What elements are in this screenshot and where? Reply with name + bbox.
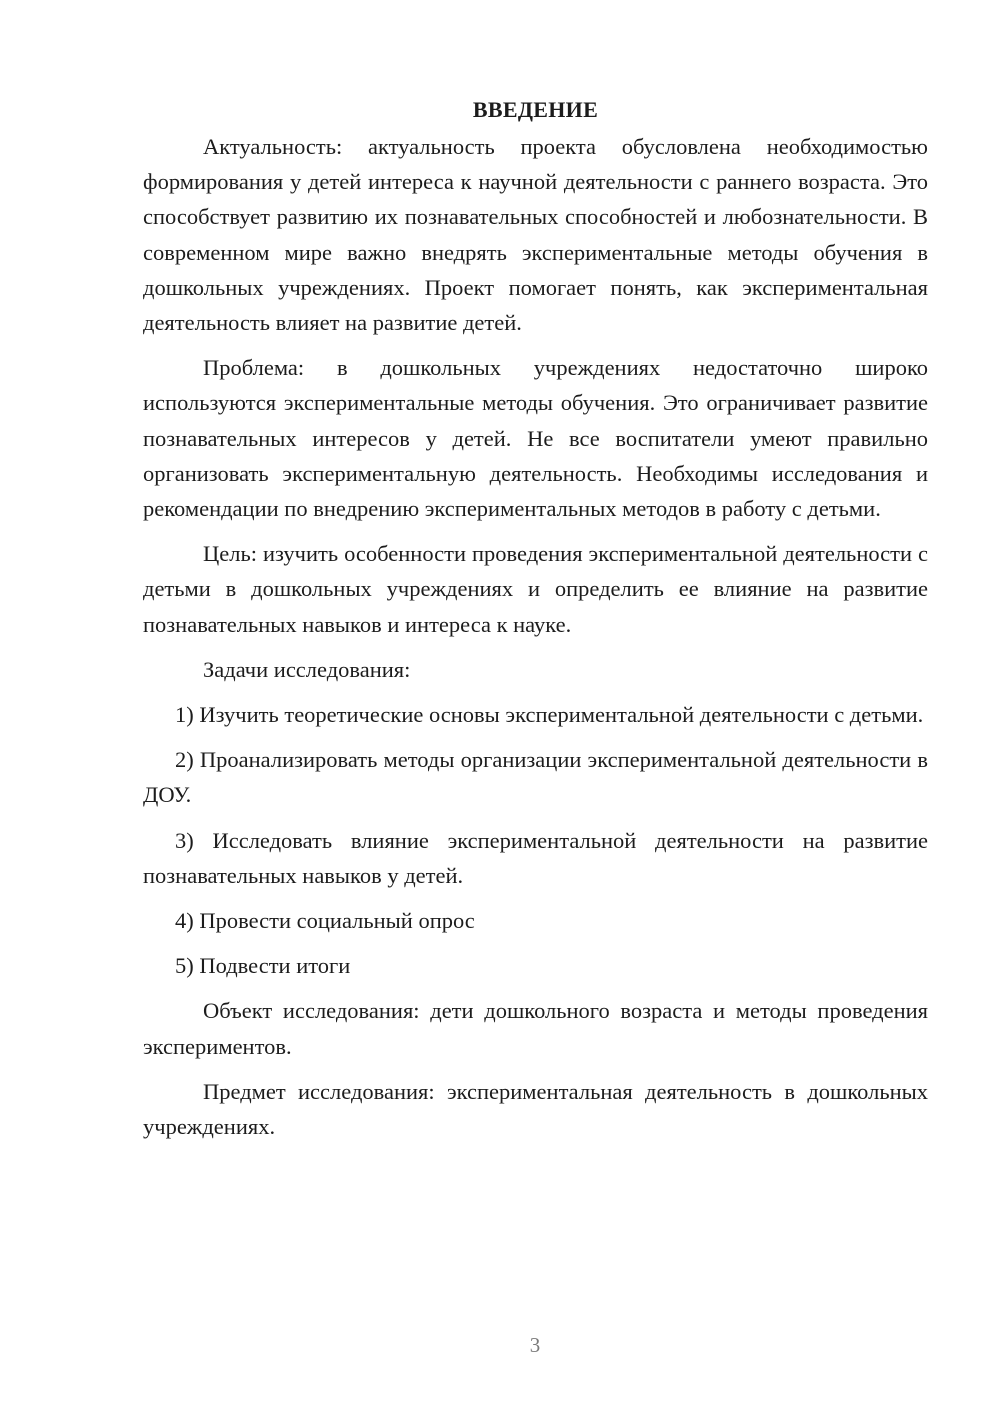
page-heading: ВВЕДЕНИЕ <box>472 97 599 122</box>
paragraph-subject: Предмет исследования: экспериментальная деятельность в дошкольных учреждениях. <box>143 1078 928 1140</box>
paragraph-relevance: Актуальность: актуальность проекта обусловлена необходимостью формирования у детей интереса к научной деятельности с раннего возраста. Это способствует развитию их познавательных способностей и любознательности. В современном мире важно внедрять экспериментальные методы обучения в дошкольных учреждениях. Проект помогает понять, как экспериментальная деятельность влияет на развитие детей. <box>143 134 928 336</box>
tasks-title: Задачи исследования: <box>203 656 411 682</box>
task-item-3: 3) Исследовать влияние экспериментальной деятельности на развитие познавательных навыков у детей. <box>143 827 928 888</box>
task-item-4: 4) Провести социальный опрос <box>175 908 475 934</box>
document-page <box>143 92 928 1144</box>
task-item-5: 5) Подвести итоги <box>175 953 351 979</box>
paragraph-problem: Проблема: в дошкольных учреждениях недостаточно широко используются экспериментальные методы обучения. Это ограничивает развитие познавательных интересов у детей. Не все воспитатели умеют правильно организовать экспериментальную деятельность. Необходимы исследования и рекомендации по внедрению экспериментальных методов в работу с детьми. <box>143 355 928 522</box>
page-number: 3 <box>529 1333 541 1357</box>
task-item-1: 1) Изучить теоретические основы экспериментальной деятельности с детьми. <box>175 702 924 728</box>
paragraph-object: Объект исследования: дети дошкольного возраста и методы проведения экспериментов. <box>143 998 928 1059</box>
paragraph-goal: Цель: изучить особенности проведения экспериментальной деятельности с детьми в дошкольных учреждениях и определить ее влияние на развитие познавательных навыков и интереса к науке. <box>143 541 928 637</box>
task-item-2: 2) Проанализировать методы организации экспериментальной деятельности в ДОУ. <box>143 747 928 808</box>
